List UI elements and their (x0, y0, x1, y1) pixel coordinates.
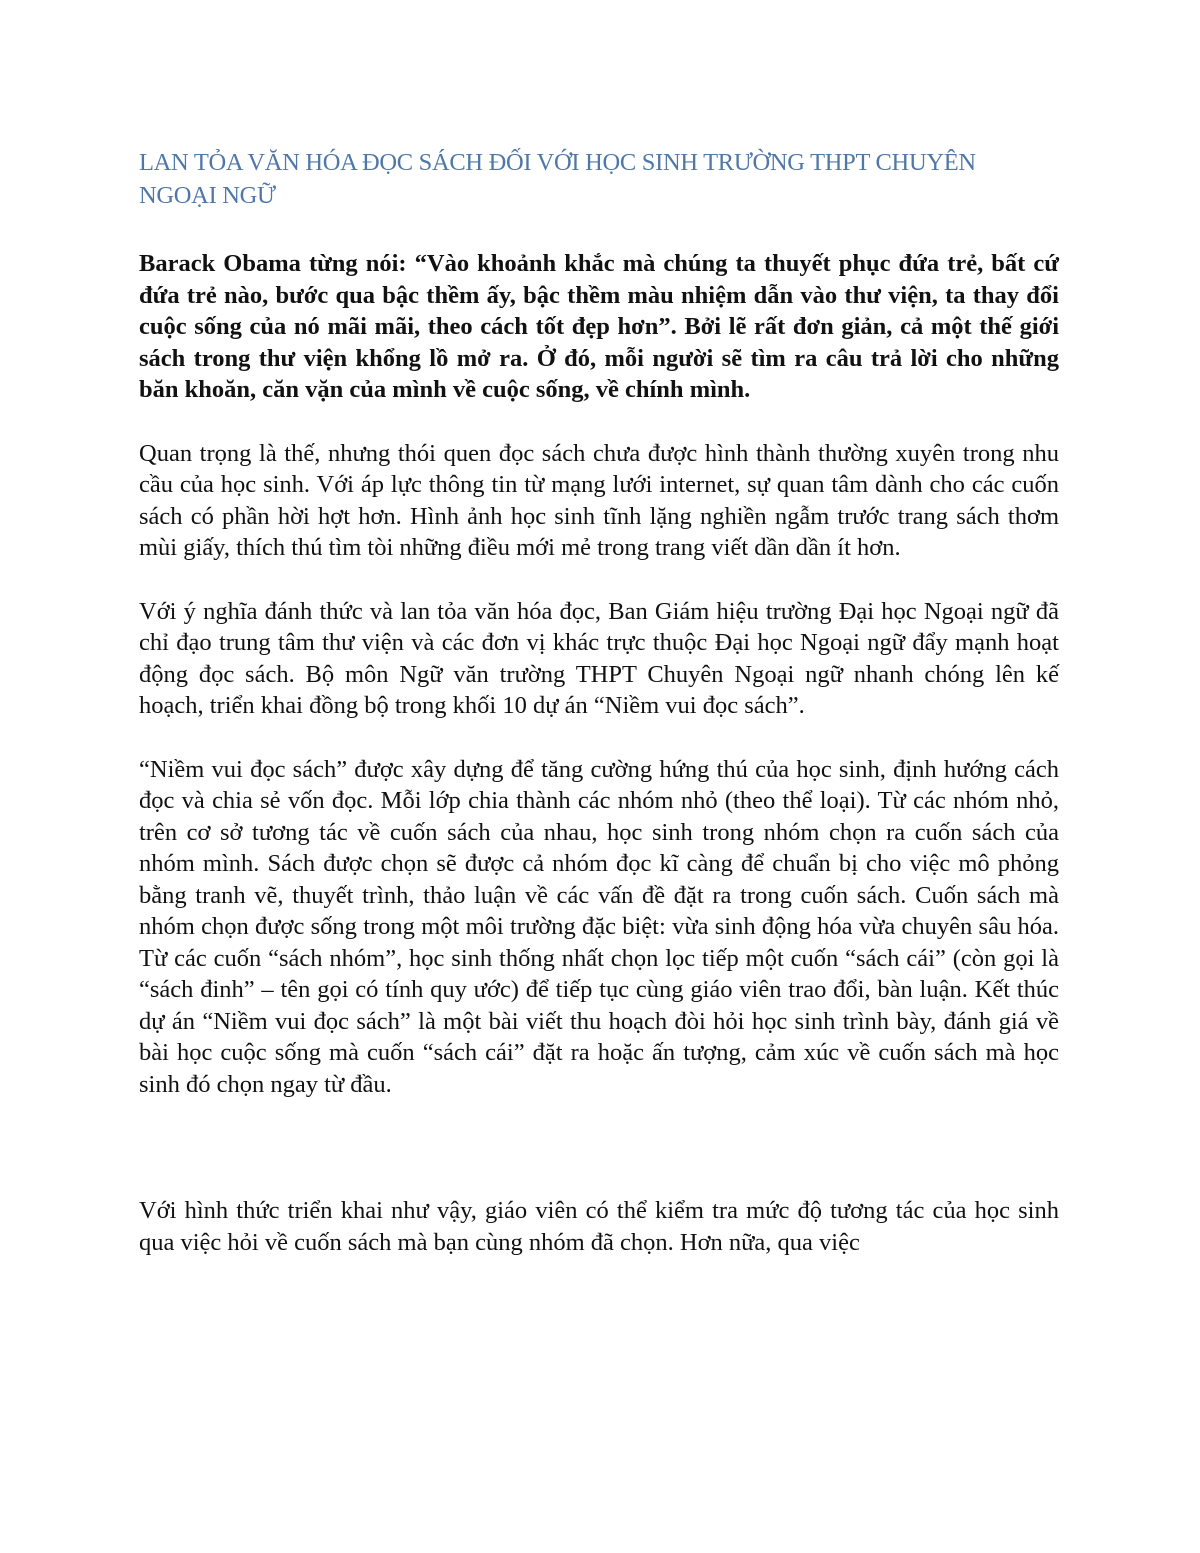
spacer (139, 1100, 1059, 1195)
paragraph-project-description: “Niềm vui đọc sách” được xây dựng để tăng cường hứng thú của học sinh, định hướng cách đọc và chia sẻ vốn đọc. Mỗi lớp chia thành các nhóm nhỏ (theo thể loại). Từ các nhóm nhỏ, trên cơ sở tương tác về cuốn sách của nhau, học sinh trong nhóm chọn ra cuốn sách của nhóm mình. Sách được chọn sẽ được cả nhóm đọc kĩ càng để chuẩn bị cho việc mô phỏng bằng tranh vẽ, thuyết trình, thảo luận về các vấn đề đặt ra trong cuốn sách. Cuốn sách mà nhóm chọn được sống trong một môi trường đặc biệt: vừa sinh động hóa vừa chuyên sâu hóa. Từ các cuốn “sách nhóm”, học sinh thống nhất chọn lọc tiếp một cuốn “sách cái” (còn gọi là “sách đinh” – tên gọi có tính quy ước) để tiếp tục cùng giáo viên trao đổi, bàn luận. Kết thúc dự án “Niềm vui đọc sách” là một bài viết thu hoạch đòi hỏi học sinh trình bày, đánh giá về bài học cuộc sống mà cuốn “sách cái” đặt ra hoặc ấn tượng, cảm xúc về cuốn sách mà học sinh đó chọn ngay từ đầu. (139, 755, 1059, 1098)
paragraph-school-initiative: Với ý nghĩa đánh thức và lan tỏa văn hóa đọc, Ban Giám hiệu trường Đại học Ngoại ngữ đã chỉ đạo trung tâm thư viện và các đơn vị khác trực thuộc Đại học Ngoại ngữ đẩy mạnh hoạt động đọc sách. Bộ môn Ngữ văn trường THPT Chuyên Ngoại ngữ nhanh chóng lên kế hoạch, triển khai đồng bộ trong khối 10 dự án “Niềm vui đọc sách”. (139, 597, 1059, 719)
spacer (139, 406, 1059, 438)
spacer (139, 564, 1059, 596)
spacer (139, 212, 1059, 248)
spacer (139, 722, 1059, 754)
paragraph-obama-quote: Barack Obama từng nói: “Vào khoảnh khắc mà chúng ta thuyết phục đứa trẻ, bất cứ đứa trẻ nào, bước qua bậc thềm ấy, bậc thềm màu nhiệm dẫn vào thư viện, ta thay đổi cuộc sống của nó mãi mãi, theo cách tốt đẹp hơn”. Bởi lẽ rất đơn giản, cả một thế giới sách trong thư viện khổng lồ mở ra. Ở đó, mỗi người sẽ tìm ra câu trả lời cho những băn khoăn, căn vặn của mình về cuộc sống, về chính mình. (139, 250, 1059, 403)
document-body (139, 146, 1059, 1258)
paragraph-implementation: Với hình thức triển khai như vậy, giáo viên có thể kiểm tra mức độ tương tác của học sinh qua việc hỏi về cuốn sách mà bạn cùng nhóm đã chọn. Hơn nữa, qua việc (139, 1197, 1059, 1256)
document-title: LAN TỎA VĂN HÓA ĐỌC SÁCH ĐỐI VỚI HỌC SINH TRƯỜNG THPT CHUYÊN NGOẠI NGỮ (139, 149, 976, 209)
paragraph-reading-habit: Quan trọng là thế, nhưng thói quen đọc sách chưa được hình thành thường xuyên trong nhu cầu của học sinh. Với áp lực thông tin từ mạng lưới internet, sự quan tâm dành cho các cuốn sách có phần hời hợt hơn. Hình ảnh học sinh tĩnh lặng nghiền ngẫm trước trang sách thơm mùi giấy, thích thú tìm tòi những điều mới mẻ trong trang viết dần dần ít hơn. (139, 439, 1059, 561)
